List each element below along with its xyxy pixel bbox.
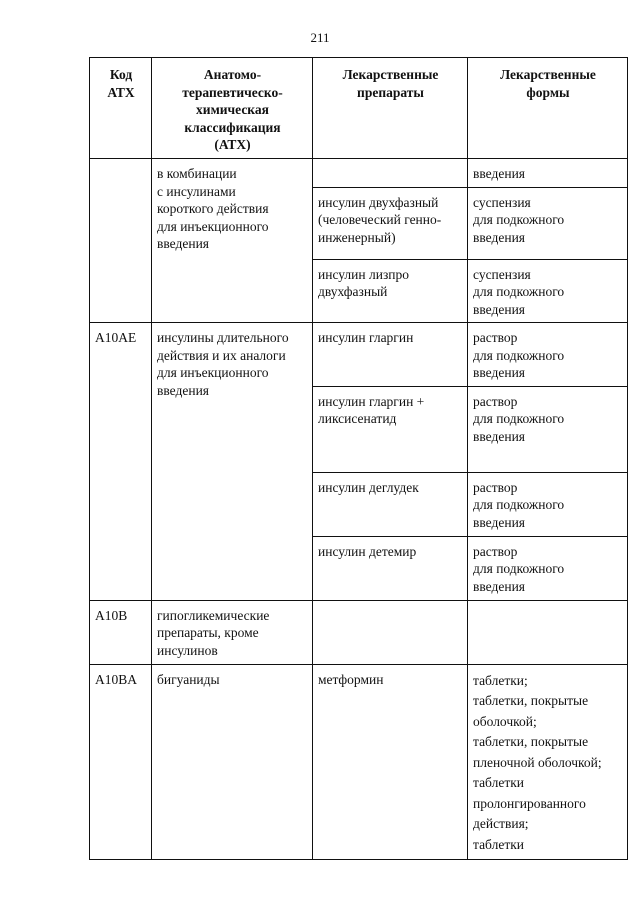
cell-code: A10BA	[90, 664, 152, 860]
cell-drug: инсулин деглудек	[313, 472, 468, 536]
table-header-row	[90, 58, 628, 159]
cell-form: раствор для подкожного введения	[468, 536, 628, 600]
cell-classification: инсулины длительного действия и их аналоги для инъекционного введения	[152, 323, 313, 601]
table-row	[90, 159, 628, 188]
table-row	[90, 323, 628, 387]
cell-form: раствор для подкожного введения	[468, 323, 628, 387]
cell-drug: инсулин лизпро двухфазный	[313, 259, 468, 323]
table-row	[90, 600, 628, 664]
table-row	[90, 664, 628, 860]
cell-classification: бигуаниды	[152, 664, 313, 860]
cell-drug	[313, 600, 468, 664]
cell-form: таблетки; таблетки, покрытые оболочкой; таблетки, покрытые пленочной оболочкой; таблетки пролонгированного действия; таблетки	[468, 664, 628, 860]
cell-form: введения	[468, 159, 628, 188]
cell-form: раствор для подкожного введения	[468, 386, 628, 472]
cell-code: A10B	[90, 600, 152, 664]
cell-classification: в комбинации с инсулинами короткого действия для инъекционного введения	[152, 159, 313, 323]
cell-form: суспензия для подкожного введения	[468, 187, 628, 259]
cell-classification: гипогликемические препараты, кроме инсулинов	[152, 600, 313, 664]
cell-form: суспензия для подкожного введения	[468, 259, 628, 323]
cell-drug: инсулин детемир	[313, 536, 468, 600]
header-drugs: Лекарственные препараты	[313, 58, 468, 159]
cell-drug: инсулин гларгин	[313, 323, 468, 387]
page-number: 211	[310, 30, 330, 45]
header-forms: Лекарственные формы	[468, 58, 628, 159]
cell-drug	[313, 159, 468, 188]
cell-form	[468, 600, 628, 664]
cell-code: A10AE	[90, 323, 152, 601]
cell-code	[90, 159, 152, 323]
cell-drug: инсулин гларгин + ликсисенатид	[313, 386, 468, 472]
atc-table	[89, 57, 628, 860]
cell-drug: метформин	[313, 664, 468, 860]
cell-form: раствор для подкожного введения	[468, 472, 628, 536]
header-classification: Анатомо- терапевтическо- химическая классификация (АТХ)	[152, 58, 313, 159]
cell-drug: инсулин двухфазный (человеческий генно- инженерный)	[313, 187, 468, 259]
header-code: Код АТХ	[90, 58, 152, 159]
